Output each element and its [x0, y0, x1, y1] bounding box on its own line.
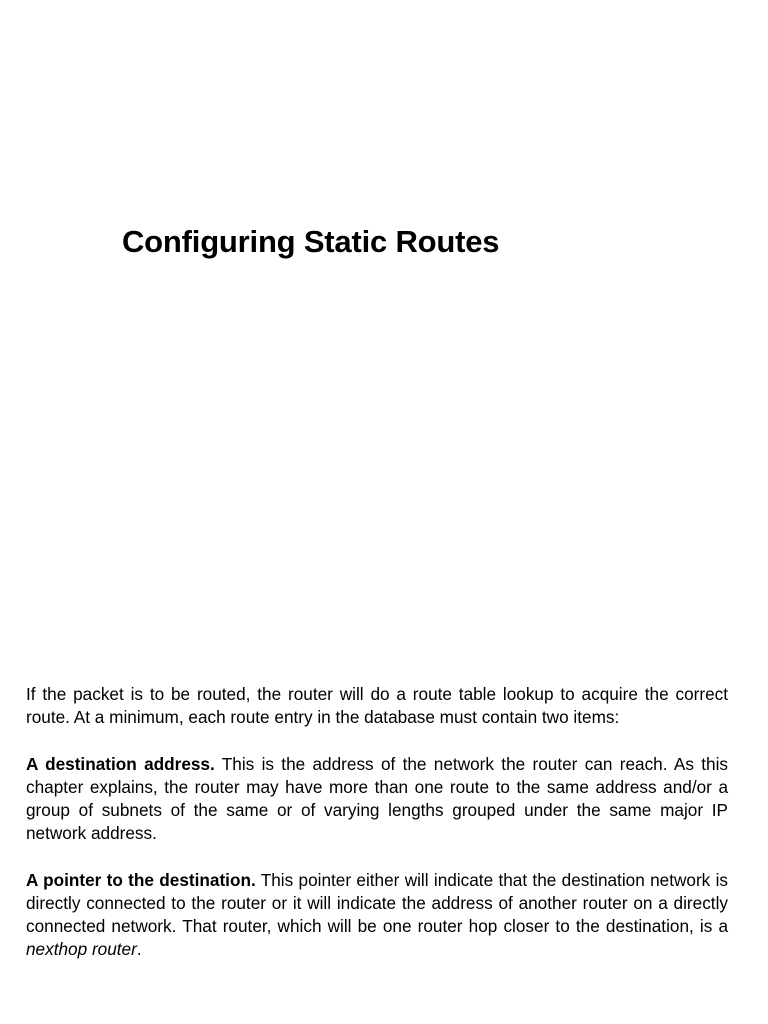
- pointer-term: A pointer to the destination.: [26, 869, 256, 890]
- destination-address-text: This is the address of the network the router can reach. As this chapter explains, the router may have more than one route to the same address and/or a group of subnets of the same or of varying lengths grouped under the same major IP network address.: [26, 753, 728, 844]
- nexthop-router-term: nexthop router: [26, 939, 137, 960]
- page-title: Configuring Static Routes: [122, 224, 500, 259]
- pointer-paragraph: [26, 869, 728, 962]
- destination-address-term: A destination address.: [26, 753, 215, 774]
- intro-paragraph: If the packet is to be routed, the router will do a route table lookup to acquire the correct route. At a minimum, each route entry in the database must contain two items:: [26, 684, 728, 728]
- pointer-text-end: .: [136, 939, 142, 960]
- body-text: [26, 683, 728, 961]
- destination-address-paragraph: [26, 753, 728, 846]
- pointer-text: This pointer either will indicate that the destination network is directly connected to the router or it will indicate the address of another router on a directly connected network. That router, which will be one router hop closer to the destination, is a: [26, 869, 728, 936]
